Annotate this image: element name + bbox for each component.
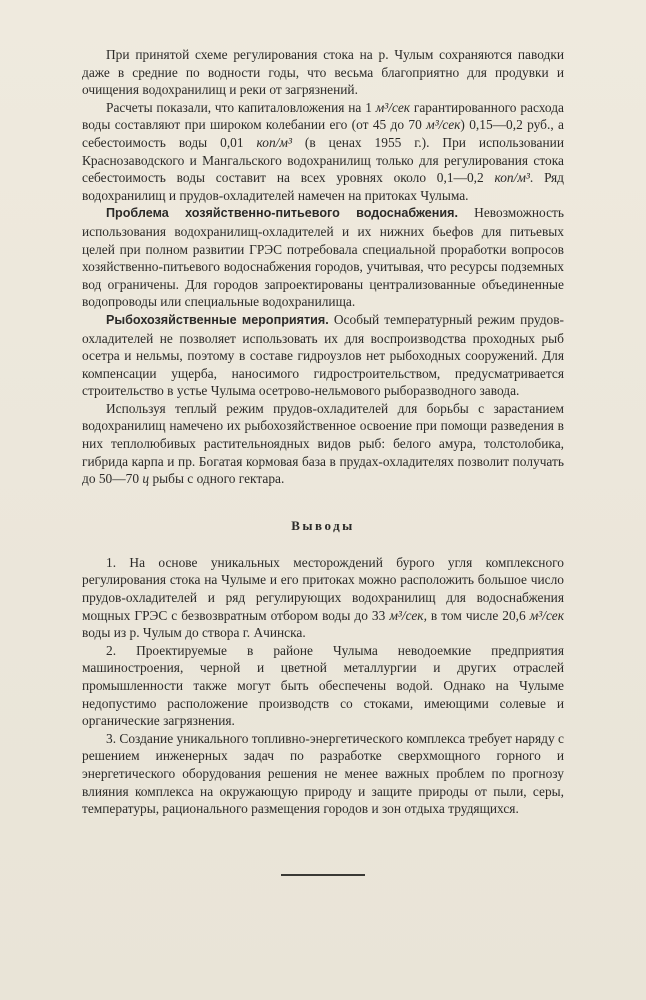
paragraph-cost-calculation: Расчеты показали, что капиталовложения на 1 м³/сек гарантированного расхода воды составляют при широком колебании его (от 45 до 70 м³/сек) 0,15—0,2 руб., а себестоимость воды 0,01 коп/м³ (в ценах 1955 г.). При использовании Краснозаводского и Мангальского водохранилищ только для регулирования стока себестоимость воды составит на всех уровнях около 0,1—0,2 коп/м³. Ряд водохранилищ и прудов-охладителей намечен на притоках Чулыма. — [82, 99, 564, 203]
section-title-fishery: Рыбохозяйственные мероприятия. — [106, 312, 329, 327]
conclusions-heading: Выводы — [291, 517, 355, 533]
conclusions-list — [82, 554, 564, 818]
section-title-water-supply: Проблема хозяйственно-питьевого водоснабжения. — [106, 206, 458, 221]
conclusion-item-3: 3. Создание уникального топливно-энергетического комплекса требует наряду с решением инженерных задач по разработке сверхмощного горного и энергетического оборудования решения не менее важных проблем по прогнозу влияния комплекса на окружающую природу и защите природы от пыли, серы, температуры, рационального размещения городов и зон отдыха трудящихся. — [82, 730, 564, 817]
paragraph-flood-regime: При принятой схеме регулирования стока на р. Чулым сохраняются паводки даже в средние по водности годы, что весьма благоприятно для продувки и очищения водохранилищ и реки от загрязнений. — [82, 47, 564, 98]
paragraph-water-supply: Проблема хозяйственно-питьевого водоснабжения. Невозможность использования водохранилищ-охладителей и их нижних бьефов для питьевых целей при полном развитии ГРЭС потребовала специальной проработки вопросов хозяйственно-питьевого водоснабжения городов, учитывая, что ресурсы подземных вод ограничены. Для городов запроектированы централизованные объединенные водопроводы или специальные водохранилища. — [82, 205, 564, 310]
paragraph-fishery: Рыбохозяйственные мероприятия. Особый температурный режим прудов-охладителей не позволяет использовать их для воспроизводства проходных рыб осетра и нельмы, поэтому в составе гидроузлов нет рыбоходных сооружений. Для компенсации ущерба, наносимого гидростроительством, предусматривается строительство в устье Чулыма осетрово-нельмового рыборазводного завода. — [82, 311, 564, 399]
end-divider — [281, 874, 365, 876]
paragraph-fish-farming: Используя теплый режим прудов-охладителей для борьбы с зарастанием водохранилищ намечено их рыбохозяйственное освоение при помощи разведения в них теплолюбивых растительноядных видов рыб: белого амура, толстолобика, гибрида карпа и пр. Богатая кормовая база в прудах-охладителях позволит получать до 50—70 ц рыбы с одного гектара. — [82, 400, 564, 487]
conclusion-item-1: 1. На основе уникальных месторождений бурого угля комплексного регулирования стока на Чулыме и его притоках можно расположить большое число прудов-охладителей и ряд регулирующих водохранилищ для водоснабжения мощных ГРЭС с безвозвратным отбором воды до 33 м³/сек, в том числе 20,6 м³/сек воды из р. Чулым до створа г. Ачинска. — [82, 554, 564, 641]
main-text — [82, 46, 564, 488]
conclusion-item-2: 2. Проектируемые в районе Чулыма неводоемкие предприятия машиностроения, черной и цветной металлургии и других отраслей промышленности также могут быть обеспечены водой. Однако на Чулыме недопустимо расположение производств со стоками, имеющими солевые и органические загрязнения. — [82, 642, 564, 729]
